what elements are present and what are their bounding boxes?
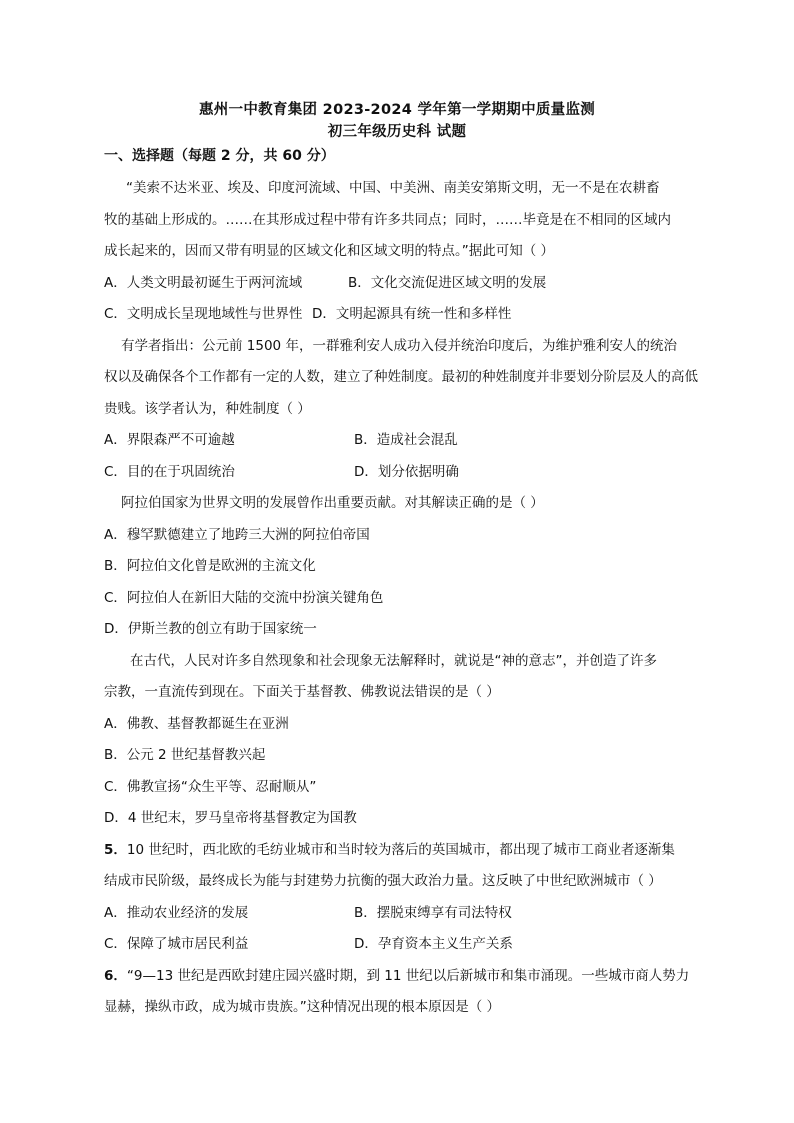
option-d[interactable]: D．划分依据明确 <box>354 464 459 480</box>
option-a[interactable]: A．人类文明最初诞生于两河流域 <box>104 275 303 291</box>
exam-title: 惠州一中教育集团 2023-2024 学年第一学期期中质量监测 <box>198 102 596 118</box>
question-number: 5． <box>104 842 127 858</box>
option-d[interactable]: D．4 世纪末，罗马皇帝将基督教定为国教 <box>104 810 357 826</box>
question-stem-line <box>104 967 689 985</box>
exam-subtitle: 初三年级历史科 试题 <box>327 124 467 140</box>
question-stem-line: 结成市民阶级，最终成长为能与封建势力抗衡的强大政治力量。这反映了中世纪欧洲城市（ ） <box>104 873 662 889</box>
question-stem-line: 权以及确保各个工作都有一定的人数，建立了种姓制度。最初的种姓制度并非要划分阶层及人的高低 <box>104 369 698 385</box>
option-c[interactable]: C．阿拉伯人在新旧大陆的交流中扮演关键角色 <box>104 590 384 606</box>
option-c[interactable]: C．佛教宣扬“众生平等、忍耐顺从” <box>104 779 317 795</box>
question-stem-line: 贵贱。该学者认为，种姓制度（ ） <box>104 401 311 417</box>
question-stem-text: 10 世纪时，西北欧的毛纺业城市和当时较为落后的英国城市，都出现了城市工商业者逐渐集 <box>126 842 675 858</box>
question-stem-line: “美索不达米亚、埃及、印度河流域、中国、中美洲、南美安第斯文明，无一不是在农耕畜 <box>126 180 660 196</box>
question-stem-line: 在古代，人民对许多自然现象和社会现象无法解释时，就说是“神的意志”，并创造了许多 <box>130 653 657 669</box>
option-b[interactable]: B．摆脱束缚享有司法特权 <box>354 905 512 921</box>
question-stem-line: 阿拉伯国家为世界文明的发展曾作出重要贡献。对其解读正确的是（ ） <box>121 495 544 511</box>
option-c[interactable]: C．文明成长呈现地域性与世界性 <box>104 306 303 322</box>
option-b[interactable]: B．公元 2 世纪基督教兴起 <box>104 747 266 763</box>
option-d[interactable]: D．孕育资本主义生产关系 <box>354 936 513 952</box>
option-a[interactable]: A．穆罕默德建立了地跨三大洲的阿拉伯帝国 <box>104 527 370 543</box>
option-d[interactable]: D．伊斯兰教的创立有助于国家统一 <box>104 621 317 637</box>
question-stem-line: 宗教，一直流传到现在。下面关于基督教、佛教说法错误的是（ ） <box>104 684 500 700</box>
option-c[interactable]: C．目的在于巩固统治 <box>104 464 235 480</box>
question-number: 6． <box>104 968 127 984</box>
question-stem-text: “9—13 世纪是西欧封建庄园兴盛时期，到 11 世纪以后新城市和集市涌现。一些城市商人势力 <box>126 968 690 984</box>
option-b[interactable]: B．文化交流促进区域文明的发展 <box>348 275 547 291</box>
option-c[interactable]: C．保障了城市居民利益 <box>104 936 249 952</box>
question-stem-line: 显赫，操纵市政，成为城市贵族。”这种情况出现的根本原因是（ ） <box>104 999 501 1015</box>
option-a[interactable]: A．佛教、基督教都诞生在亚洲 <box>104 716 289 732</box>
option-a[interactable]: A．推动农业经济的发展 <box>104 905 249 921</box>
question-stem-line <box>104 841 675 859</box>
section-heading: 一、选择题（每题 2 分，共 60 分） <box>104 148 335 164</box>
question-stem-line: 牧的基础上形成的。……在其形成过程中带有许多共同点；同时，……毕竟是在不相同的区域内 <box>104 212 671 228</box>
option-b[interactable]: B．阿拉伯文化曾是欧洲的主流文化 <box>104 558 316 574</box>
option-d[interactable]: D．文明起源具有统一性和多样性 <box>312 306 512 322</box>
question-stem-line: 成长起来的，因而又带有明显的区域文化和区域文明的特点。”据此可知（ ） <box>104 243 555 259</box>
option-a[interactable]: A．界限森严不可逾越 <box>104 432 235 448</box>
option-b[interactable]: B．造成社会混乱 <box>354 432 458 448</box>
question-stem-line: 有学者指出：公元前 1500 年，一群雅利安人成功入侵并统治印度后，为维护雅利安人的统治 <box>121 338 677 354</box>
